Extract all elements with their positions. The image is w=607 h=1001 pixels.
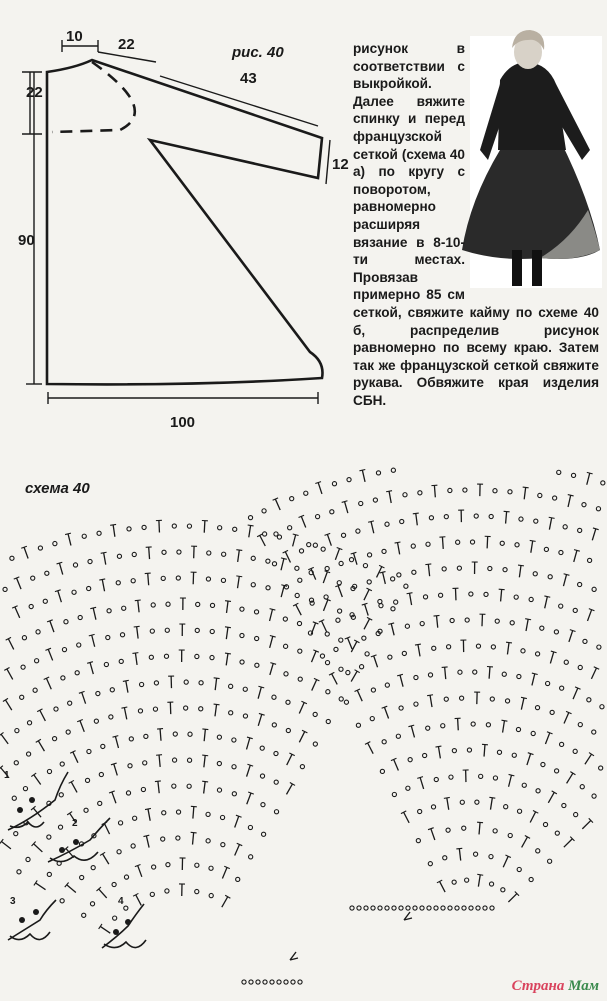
dim-top-neck: 22 [118,36,135,53]
watermark-part2: Мам [568,978,599,994]
dim-top-left: 10 [66,28,83,45]
watermark-part1: Страна [511,978,565,994]
legend-stitch-1 [8,772,68,830]
scheme-title: схема 40 [25,480,90,497]
dim-height: 90 [18,232,35,249]
legend-number-2: 2 [72,818,78,829]
dim-cuff: 12 [332,156,349,173]
dim-hem: 100 [170,414,196,431]
legend-number-3: 3 [10,896,16,907]
legend-number-4: 4 [118,896,124,907]
dim-left-top: 22 [26,84,43,101]
figure-title: рис. 40 [232,44,284,61]
legend-number-1: 1 [4,770,10,781]
dim-sleeve: 43 [240,70,257,87]
instruction-paragraph: рисунок в соответствии с выкройкой. Далее вяжите спинку и перед французской сеткой (схема 40 а) по кругу с поворотом, равномерно расширяя вязание в 8-10-ти местах. Провязав примерно 85 см сеткой, свяжите кайму по схеме 40 б, распределив рисунок равномерно по всему краю. Затем так же французской сеткой свяжите рукава. Обвяжите края изделия СБН. [353,41,599,408]
site-watermark [512,978,599,995]
